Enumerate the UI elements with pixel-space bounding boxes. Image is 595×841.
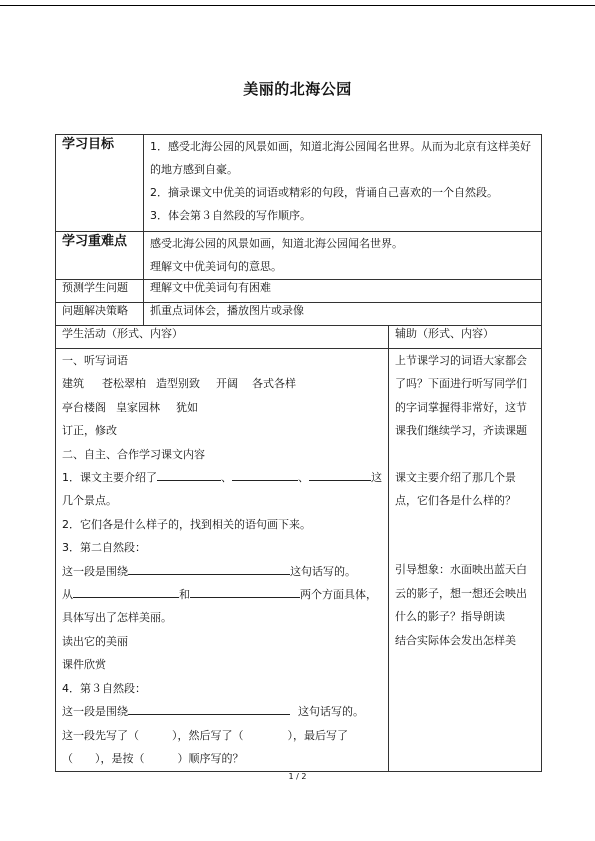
question-4-c: （ ），是按（ ）顺序写的？: [62, 751, 244, 765]
objectives-row: [56, 135, 542, 232]
word-list-2: [62, 396, 382, 419]
question-3-c: 具体写出了怎样美丽。: [62, 611, 172, 625]
word: 皇家园林: [116, 400, 160, 414]
solution-strategy-value: 抓重点词体会，播放图片或录像: [144, 303, 542, 326]
word: 造型别致: [156, 377, 200, 391]
assist-block-4: 结合实际体会发出怎样美: [395, 633, 516, 647]
key-points-row: [56, 232, 542, 280]
question-4-title: 4．第３自然段：: [62, 681, 146, 695]
key-points-label: 学习重难点: [56, 232, 144, 280]
word: 亭台楼阁: [62, 400, 106, 414]
assist-content: [389, 349, 542, 772]
question-1: 1．课文主要介绍了 、 、 这: [62, 466, 382, 489]
courseware: 课件欣赏: [62, 658, 106, 672]
objective-2: 2．摘录课文中优美的词语或精彩的句段，背诵自己喜欢的一个自然段。: [150, 186, 498, 199]
question-3-a: 这一段是围绕 这句话写的。: [62, 560, 382, 583]
solution-strategy-row: [56, 303, 542, 326]
page-title: 美丽的北海公园: [243, 80, 352, 98]
question-3-b: 从 和 两个方面具体，: [62, 583, 382, 606]
word: 建筑: [62, 377, 84, 391]
read-aloud: 读出它的美丽: [62, 634, 128, 648]
objectives-content: [144, 135, 542, 232]
word-list-1: [62, 372, 382, 395]
objective-3: 3．体会第３自然段的写作顺序。: [150, 209, 311, 222]
section-self-study-title: 二、自主、合作学习课文内容: [62, 447, 205, 461]
objectives-label: 学习目标: [56, 135, 144, 232]
question-4-b: 这一段先写了（ ），然后写了（ ），最后写了: [62, 728, 348, 742]
answer-blank[interactable]: [190, 585, 300, 598]
assist-header: 辅助（形式、内容）: [389, 326, 542, 349]
answer-blank[interactable]: [309, 468, 371, 481]
section-dictation-title: 一、听写词语: [62, 354, 128, 367]
word: 苍松翠柏: [102, 377, 146, 391]
answer-blank[interactable]: [232, 468, 298, 481]
column-header-row: [56, 326, 542, 349]
predicted-problems-row: [56, 280, 542, 303]
solution-strategy-label: 问题解决策略: [56, 303, 144, 326]
student-activity-content: [56, 349, 389, 772]
assist-block-2: 课文主要介绍了那几个景点，它们各是什么样的？: [395, 470, 516, 508]
word: 各式各样: [252, 377, 296, 391]
question-4-a: 这一段是围绕 这句话写的。: [62, 700, 382, 723]
page-number: 1 / 2: [288, 772, 307, 781]
key-point-2: 理解文中优美词句的意思。: [150, 260, 282, 273]
assist-block-1: 上节课学习的词语大家都会了吗？下面进行听写同学们的字词掌握得非常好，这节课我们继续学习，齐读课题: [395, 354, 527, 438]
answer-blank[interactable]: [157, 468, 221, 481]
student-activity-header: 学生活动（形式、内容）: [56, 326, 389, 349]
answer-blank[interactable]: [128, 702, 290, 715]
predicted-problems-label: 预测学生问题: [56, 280, 144, 303]
lesson-plan-table: [55, 134, 542, 772]
top-rule: [0, 5, 595, 6]
word: 犹如: [176, 400, 198, 414]
objective-1: 1．感受北海公园的风景如画，知道北海公园闻名世界。从而为北京有这样美好的地方感到自豪。: [150, 140, 531, 176]
question-1-cont: 几个景点。: [62, 494, 117, 508]
answer-blank[interactable]: [73, 585, 179, 598]
key-points-content: [144, 232, 542, 280]
activity-row: [56, 349, 542, 772]
answer-blank[interactable]: [128, 562, 290, 575]
predicted-problems-value: 理解文中优美词句有困难: [144, 280, 542, 303]
correction-note: 订正，修改: [62, 424, 117, 438]
question-2: 2．它们各是什么样子的，找到相关的语句画下来。: [62, 517, 311, 531]
word: 开阔: [216, 377, 238, 391]
key-point-1: 感受北海公园的风景如画，知道北海公园闻名世界。: [150, 237, 403, 250]
assist-block-3: 引导想象：水面映出蓝天白云的影子，想一想还会映出什么的影子？指导朗读: [395, 563, 527, 624]
question-3-title: 3．第二自然段：: [62, 541, 146, 555]
